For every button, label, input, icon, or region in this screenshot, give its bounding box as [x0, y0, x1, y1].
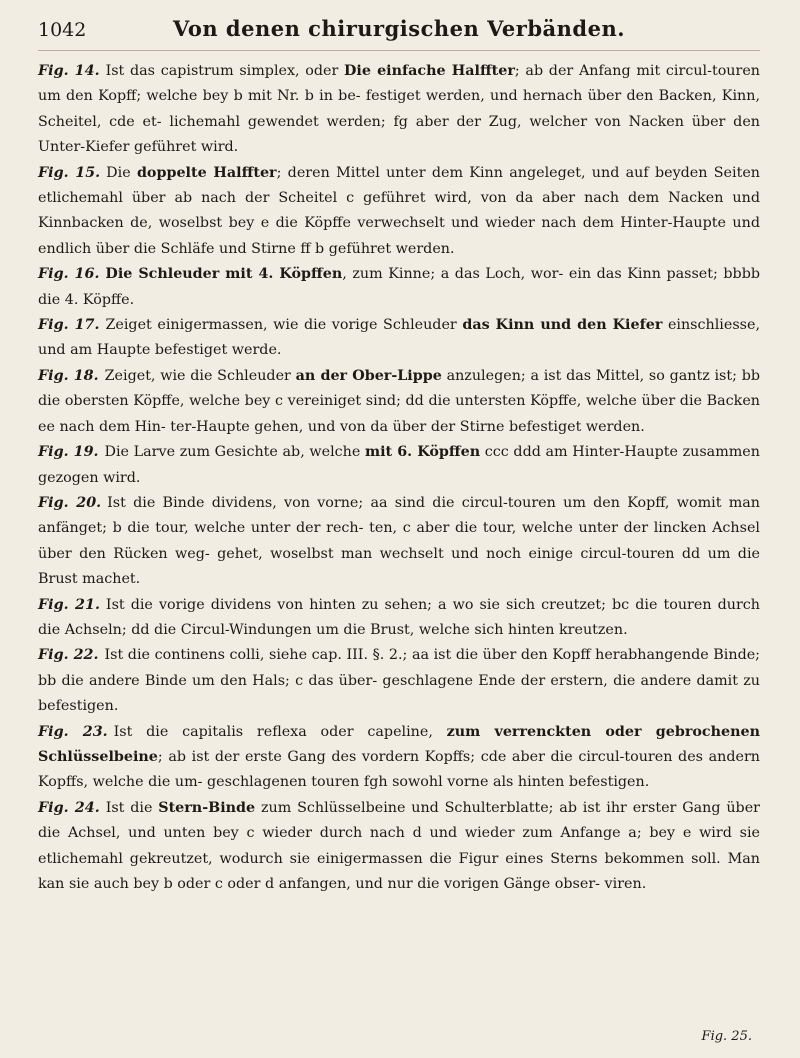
figure-descriptions [38, 59, 760, 897]
figure-entry: Fig. 17. Zeiget einigermassen, wie die vorige Schleuder das Kinn und den Kiefer einschliesse, und am Haupte befestiget werde. [38, 317, 761, 359]
figure-label: Fig. 23. [38, 723, 108, 740]
figure-label: Fig. 24. [38, 799, 100, 816]
figure-entry: Fig. 20. Ist die Binde dividens, von vorne; aa sind die circul-touren um den Kopff, womit man anfänget; b die tour, welche unter der rech- ten, c aber die tour, welche unter der lincken Achsel über den Rücken weg- gehet, woselbst man wechselt und noch einige circul-touren dd um die Brust machet. [38, 494, 760, 588]
figure-entry: Fig. 18. Zeiget, wie die Schleuder an der Ober-Lippe anzulegen; a ist das Mittel, so gantz ist; bb die obersten Köpffe, welche bey c vereiniget sind; dd die untersten Köpffe, welche über die Backen ee nach dem Hin- ter-Haupte gehen, und von da über der Stirne befestiget werden. [38, 367, 760, 435]
figure-entry: Fig. 19. Die Larve zum Gesichte ab, welche mit 6. Köpffen ccc ddd am Hinter-Haupte zusammen gezogen wird. [38, 444, 760, 486]
figure-entry: Fig. 15. Die doppelte Halffter; deren Mittel unter dem Kinn angeleget, und auf beyden Seiten etlichemahl über ab nach der Scheitel c geführet wird, von da aber nach dem Nacken und Kinnbacken de, woselbst bey e die Köpffe verwechselt und wieder nach dem Hinter-Haupte und endlich über die Schläfe und Stirne ff b geführet werden. [38, 164, 761, 257]
figure-label: Fig. 22. [38, 647, 99, 664]
figure-label: Fig. 21. [38, 596, 100, 613]
figure-entry: Fig. 23. Ist die capitalis reflexa oder capeline, zum verrenckten oder gebrochenen Schlüsselbeine; ab ist der erste Gang des vordern Kopffs; cde aber die circul-touren des andern Kopffs, welche die um- geschlagenen touren fgh sowohl vorne als hinten befestigen. [38, 723, 761, 791]
figure-label: Fig. 16. [38, 266, 100, 283]
figure-label: Fig. 20. [38, 494, 102, 511]
figure-label: Fig. 19. [38, 444, 99, 461]
figure-entry: Fig. 14. Ist das capistrum simplex, oder Die einfache Halffter; ab der Anfang mit circul-touren um den Kopff; welche bey b mit Nr. b in be- festiget werden, und hernach über den Backen, Kinn, Scheitel, cde et- lichemahl gewendet werden; fg aber der Zug, welcher von Nacken über den Unter-Kiefer geführet wird. [38, 63, 761, 156]
figure-entry: Fig. 22. Ist die continens colli, siehe cap. III. §. 2.; aa ist die über den Kopff herabhangende Binde; bb die andere Binde um den Hals; c das über- geschlagene Ende der erstern, die andere damit zu befestigen. [38, 647, 761, 715]
catchword: Fig. 25. [701, 1029, 752, 1044]
figure-entry: Fig. 16. Die Schleuder mit 4. Köpffen, zum Kinne; a das Loch, wor- ein das Kinn passet; bbbb die 4. Köpffe. [38, 266, 760, 308]
figure-label: Fig. 14. [38, 63, 100, 79]
page-header [38, 16, 760, 51]
figure-entry: Fig. 24. Ist die Stern-Binde zum Schlüsselbeine und Schulterblatte; ab ist ihr erster Gang über die Achsel, und unten bey c wieder durch nach d und wieder zum Anfange a; bey e wird sie etlichemahl gekreutzet, wodurch sie einigermassen die Figur eines Sterns bekommen soll. Man kan sie auch bey b oder c oder d anfangen, und nur die vorigen Gänge obser- viren. [38, 799, 760, 892]
figure-label: Fig. 15. [38, 164, 101, 181]
figure-label: Fig. 17. [38, 317, 100, 334]
figure-entry: Fig. 21. Ist die vorige dividens von hinten zu sehen; a wo sie sich creutzet; bc die touren durch die Achseln; dd die Circul-Windungen um die Brust, welche sich hinten kreutzen. [38, 596, 760, 638]
page-number: 1042 [38, 19, 87, 41]
running-head: Von denen chirurgischen Verbänden. [172, 16, 626, 41]
figure-label: Fig. 18. [38, 367, 99, 384]
